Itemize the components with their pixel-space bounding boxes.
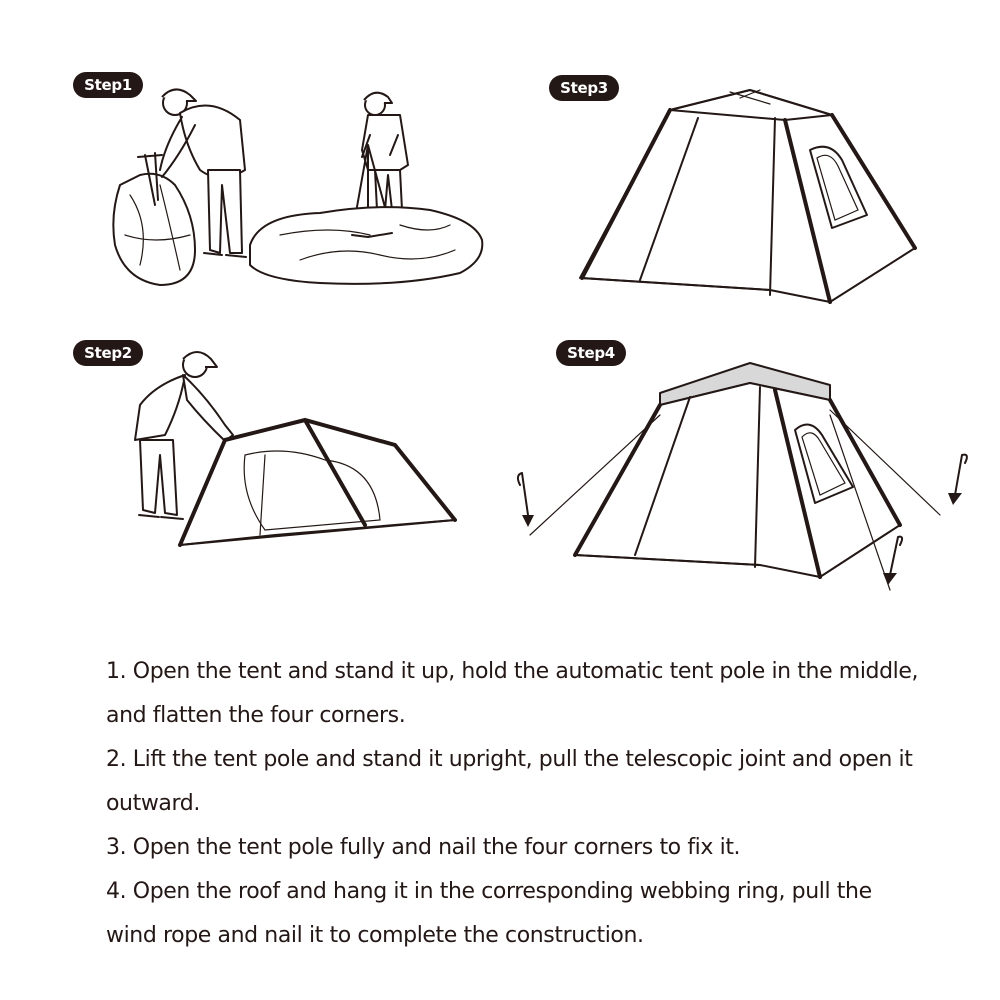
step4-badge: Step4 xyxy=(556,340,626,366)
instruction-2: 2. Lift the tent pole and stand it upright, pull the telescopic joint and open it outward. xyxy=(106,747,913,816)
instruction-4: 4. Open the roof and hang it in the corresponding webbing ring, pull the wind rope and nail it to complete the construction. xyxy=(106,879,872,948)
step1-illustration xyxy=(100,75,490,295)
step3-badge: Step3 xyxy=(549,75,619,101)
step3-illustration xyxy=(570,80,930,315)
step4-illustration xyxy=(510,355,980,595)
step2-badge: Step2 xyxy=(73,340,143,366)
step2-illustration xyxy=(125,345,475,560)
instruction-3: 3. Open the tent pole fully and nail the four corners to fix it. xyxy=(106,835,741,860)
instruction-1: 1. Open the tent and stand it up, hold the automatic tent pole in the middle, and flatten the four corners. xyxy=(106,659,919,728)
instructions-list xyxy=(106,650,926,958)
step1-badge: Step1 xyxy=(73,72,143,98)
